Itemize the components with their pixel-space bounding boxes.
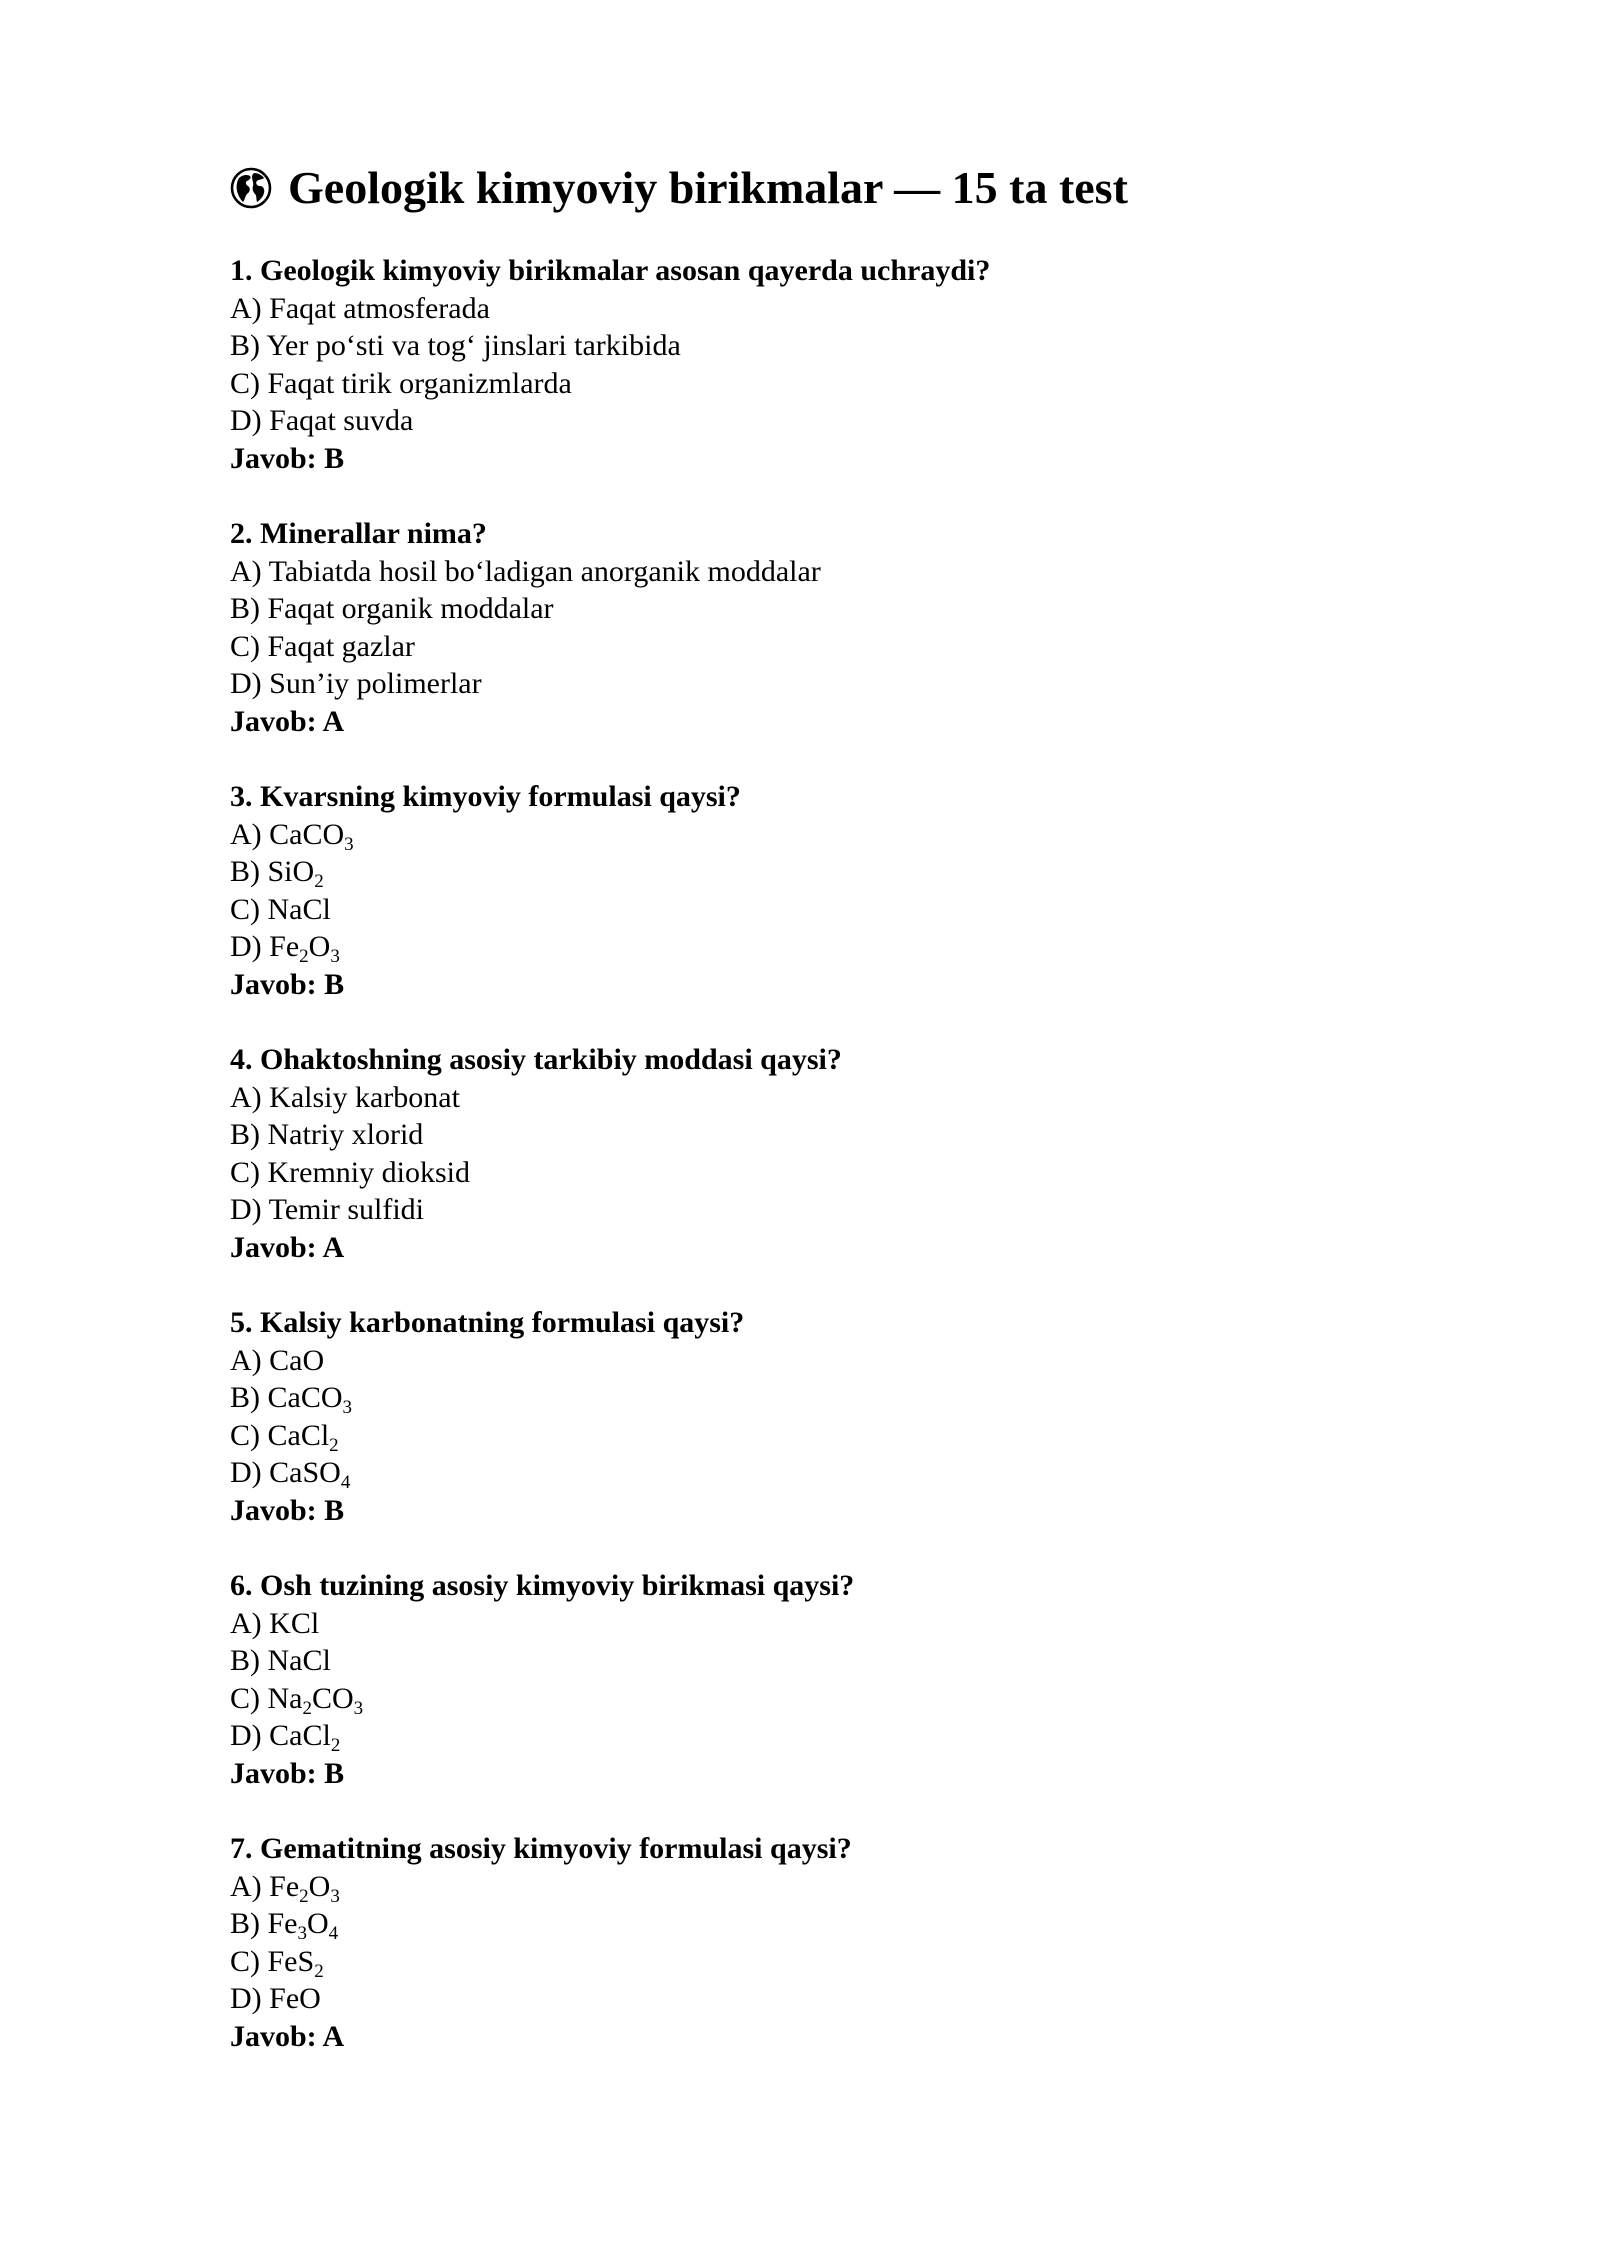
question-text: 5. Kalsiy karbonatning formulasi qaysi? — [230, 1306, 745, 1339]
option-subscript: 2 — [314, 1960, 324, 1982]
option-text: D) CaCl — [230, 1719, 331, 1752]
option-text: C) Kremniy dioksid — [230, 1155, 470, 1189]
answer-option — [230, 1079, 1430, 1117]
question-text: 1. Geologik kimyoviy birikmalar asosan qayerda uchraydi? — [230, 254, 991, 287]
option-subscript: 3 — [330, 1885, 340, 1907]
answer-option — [230, 1379, 1430, 1417]
document-content — [230, 158, 1430, 2093]
answer-key: Javob: B — [230, 441, 345, 475]
page-title — [230, 158, 1430, 218]
answer-option — [230, 816, 1430, 854]
option-text: C) Faqat tirik organizmlarda — [230, 366, 572, 400]
question-block — [230, 515, 1430, 740]
answer-option — [230, 1417, 1430, 1455]
answer-option — [230, 327, 1430, 365]
answer-option — [230, 1605, 1430, 1643]
answer-option — [230, 1943, 1430, 1981]
option-subscript: 2 — [314, 871, 324, 892]
option-text: C) Faqat gazlar — [230, 629, 415, 663]
answer-option — [230, 1454, 1430, 1492]
answer-option — [230, 628, 1430, 666]
option-text: D) Temir sulfidi — [230, 1193, 424, 1226]
option-text: D) FeO — [230, 1982, 321, 2015]
question-text: 4. Ohaktoshning asosiy tarkibiy moddasi qaysi? — [230, 1043, 842, 1076]
option-text: B) Fe — [230, 1907, 298, 1940]
option-text: C) FeS — [230, 1944, 315, 1978]
answer-option — [230, 928, 1430, 966]
option-text: A) Faqat atmosferada — [230, 291, 490, 325]
answer-option — [230, 590, 1430, 628]
option-text: O — [308, 1869, 331, 1903]
option-text: B) Natriy xlorid — [230, 1118, 424, 1151]
option-subscript: 2 — [330, 1735, 341, 1756]
question-block — [230, 1567, 1430, 1792]
answer-option — [230, 402, 1430, 440]
answer-option — [230, 553, 1430, 591]
question-block — [230, 252, 1430, 477]
option-subscript: 3 — [342, 1397, 352, 1418]
answer-key: Javob: B — [230, 967, 345, 1001]
question-block — [230, 1830, 1430, 2055]
option-subscript: 4 — [340, 1472, 351, 1493]
option-subscript: 3 — [344, 833, 354, 855]
option-text: B) Faqat organik moddalar — [230, 592, 554, 625]
option-subscript: 2 — [302, 1697, 312, 1719]
option-subscript: 2 — [299, 946, 309, 967]
answer-key: Javob: A — [230, 704, 345, 738]
option-text: A) CaO — [230, 1343, 325, 1377]
answer-key: Javob: B — [230, 1493, 345, 1527]
question-text: 2. Minerallar nima? — [230, 517, 487, 550]
option-text: C) Na — [230, 1681, 303, 1715]
option-text: D) CaSO — [230, 1456, 341, 1489]
question-text: 3. Kvarsning kimyoviy formulasi qaysi? — [230, 780, 741, 813]
question-text: 6. Osh tuzining asosiy kimyoviy birikmasi qaysi? — [230, 1569, 855, 1602]
option-text: D) Fe — [230, 930, 300, 963]
answer-option — [230, 290, 1430, 328]
option-subscript: 3 — [297, 1923, 307, 1944]
answer-option — [230, 1868, 1430, 1906]
option-text: C) NaCl — [230, 892, 331, 926]
question-block — [230, 1304, 1430, 1529]
page-title-text: Geologik kimyoviy birikmalar — 15 ta test — [288, 162, 1128, 213]
answer-option — [230, 665, 1430, 703]
answer-key: Javob: A — [230, 2019, 345, 2053]
question-list — [230, 252, 1430, 2055]
option-text: CO — [311, 1681, 354, 1715]
question-text: 7. Gematitning asosiy kimyoviy formulasi qaysi? — [230, 1832, 852, 1865]
answer-option — [230, 891, 1430, 929]
globe-icon — [230, 167, 272, 209]
option-subscript: 3 — [330, 946, 340, 967]
answer-option — [230, 1905, 1430, 1943]
option-subscript: 2 — [329, 1434, 339, 1456]
answer-option — [230, 365, 1430, 403]
option-subscript: 2 — [299, 1885, 309, 1907]
option-text: B) SiO — [230, 855, 315, 888]
option-text: O — [308, 930, 331, 963]
answer-option — [230, 853, 1430, 891]
question-block — [230, 1041, 1430, 1266]
option-text: B) CaCO — [230, 1381, 343, 1414]
option-text: B) Yer po‘sti va tog‘ jinslari tarkibida — [230, 329, 681, 362]
answer-option — [230, 1717, 1430, 1755]
option-text: A) CaCO — [230, 817, 345, 851]
option-subscript: 3 — [353, 1697, 364, 1719]
option-text: D) Faqat suvda — [230, 404, 414, 437]
question-block — [230, 778, 1430, 1003]
answer-option — [230, 1342, 1430, 1380]
answer-option — [230, 1980, 1430, 2018]
option-text: A) KCl — [230, 1606, 320, 1640]
option-text: A) Tabiatda hosil bo‘ladigan anorganik moddalar — [230, 554, 821, 588]
answer-option — [230, 1191, 1430, 1229]
option-text: D) Sun’iy polimerlar — [230, 667, 482, 700]
answer-option — [230, 1680, 1430, 1718]
option-subscript: 4 — [328, 1923, 339, 1944]
option-text: O — [307, 1907, 329, 1940]
option-text: A) Kalsiy karbonat — [230, 1080, 460, 1114]
answer-option — [230, 1642, 1430, 1680]
answer-key: Javob: A — [230, 1230, 345, 1264]
answer-option — [230, 1116, 1430, 1154]
option-text: C) CaCl — [230, 1418, 330, 1452]
answer-key: Javob: B — [230, 1756, 345, 1790]
option-text: B) NaCl — [230, 1644, 331, 1677]
option-text: A) Fe — [230, 1869, 300, 1903]
answer-option — [230, 1154, 1430, 1192]
